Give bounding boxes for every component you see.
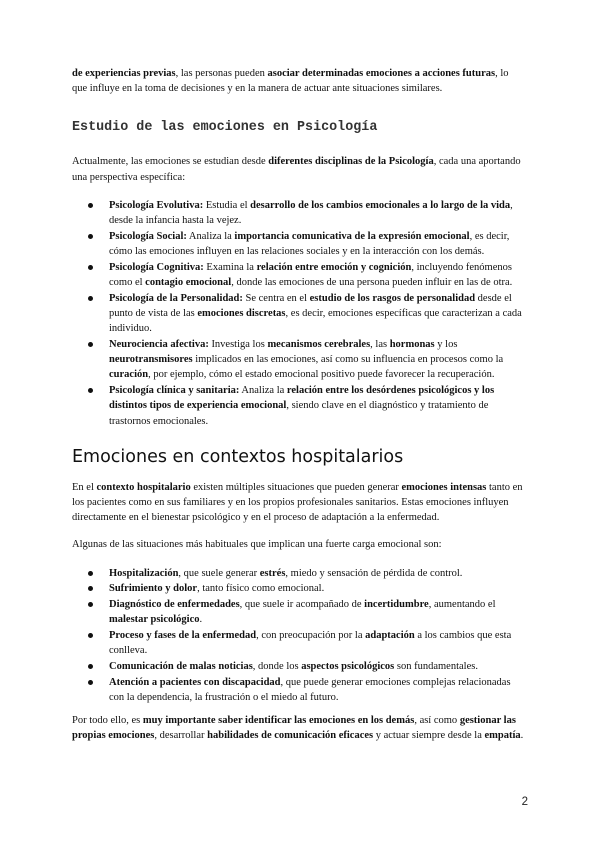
list-item: Neurociencia afectiva: Investiga los mecanismos cerebrales, las hormonas y los neurotransmisores implicados en las emociones, así como su influencia en procesos como la curación, por ejemplo, cómo el estado emocional positivo puede favorecer la recuperación. xyxy=(72,337,526,383)
page-number: 2 xyxy=(521,796,528,808)
psychology-intro-paragraph: Actualmente, las emociones se estudian desde diferentes disciplinas de la Psicología, cada una aportando una perspectiva específica: xyxy=(72,156,521,183)
list-item: Diagnóstico de enfermedades, que suele ir acompañado de incertidumbre, aumentando el malestar psicológico. xyxy=(72,597,526,627)
list-item: Psicología Cognitiva: Examina la relación entre emoción y cognición, incluyendo fenómenos como el contagio emocional, donde las emociones de una persona pueden influir en las de otra. xyxy=(72,260,526,290)
list-item: Sufrimiento y dolor, tanto físico como emocional. xyxy=(72,581,526,596)
bullet-icon xyxy=(88,571,93,576)
document-page xyxy=(72,66,526,743)
list-item: Hospitalización, que suele generar estrés, miedo y sensación de pérdida de control. xyxy=(72,566,526,581)
list-item: Atención a pacientes con discapacidad, que puede generar emociones complejas relacionadas con la dependencia, la frustración o el miedo al futuro. xyxy=(72,675,526,705)
list-item: Proceso y fases de la enfermedad, con preocupación por la adaptación a los cambios que esta conlleva. xyxy=(72,628,526,658)
bullet-icon xyxy=(88,586,93,591)
hospital-paragraph-1: En el contexto hospitalario existen múltiples situaciones que pueden generar emociones intensas tanto en los pacientes como en sus familiares y en los propios profesionales sanitarios. Estas emociones influyen directamente en el bienestar psicológico y en el proceso de adaptación a la enfermedad. xyxy=(72,481,523,524)
heading-hospital: Emociones en contextos hospitalarios xyxy=(72,446,404,467)
bullet-icon xyxy=(88,602,93,607)
bullet-icon xyxy=(88,203,93,208)
bullet-icon xyxy=(88,342,93,347)
list-item: Psicología de la Personalidad: Se centra en el estudio de los rasgos de personalidad desde el punto de vista de las emociones discretas, es decir, emociones específicas que caracterizan a cada individuo. xyxy=(72,291,526,337)
psychology-list xyxy=(72,198,526,429)
bullet-icon xyxy=(88,296,93,301)
closing-paragraph: Por todo ello, es muy importante saber identificar las emociones en los demás, así como gestionar las propias emociones, desarrollar habilidades de comunicación eficaces y actuar siempre desde la empatía. xyxy=(72,715,524,742)
list-item: Psicología clínica y sanitaria: Analiza la relación entre los desórdenes psicológicos y los distintos tipos de experiencia emocional, siendo clave en el diagnóstico y tratamiento de trastornos emocionales. xyxy=(72,383,526,429)
bullet-icon xyxy=(88,234,93,239)
bullet-icon xyxy=(88,633,93,638)
bullet-icon xyxy=(88,664,93,669)
list-item: Psicología Social: Analiza la importancia comunicativa de la expresión emocional, es decir, cómo las emociones influyen en las relaciones sociales y en la interacción con los demás. xyxy=(72,229,526,259)
bullet-icon xyxy=(88,388,93,393)
hospital-paragraph-2: Algunas de las situaciones más habituales que implican una fuerte carga emocional son: xyxy=(72,539,442,551)
hospital-list xyxy=(72,566,526,706)
bullet-icon xyxy=(88,680,93,685)
list-item: Comunicación de malas noticias, donde los aspectos psicológicos son fundamentales. xyxy=(72,659,526,674)
intro-paragraph: de experiencias previas, las personas pueden asociar determinadas emociones a acciones futuras, lo que influye en la toma de decisiones y en la manera de actuar ante situaciones similares. xyxy=(72,68,509,95)
bullet-icon xyxy=(88,265,93,270)
list-item: Psicología Evolutiva: Estudia el desarrollo de los cambios emocionales a lo largo de la vida, desde la infancia hasta la vejez. xyxy=(72,198,526,228)
heading-psychology: Estudio de las emociones en Psicología xyxy=(72,120,378,136)
